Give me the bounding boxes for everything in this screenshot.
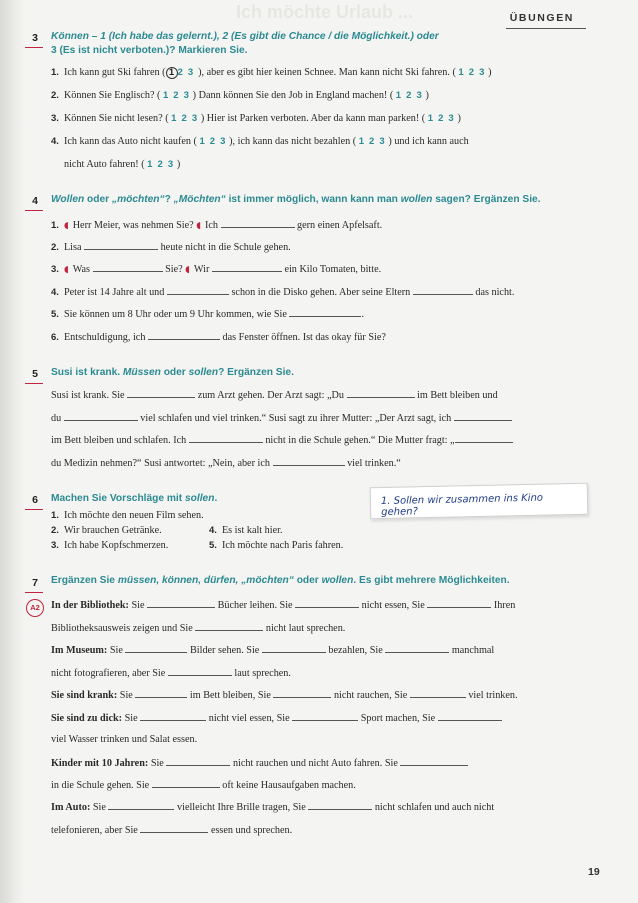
section-label: ÜBUNGEN [509,12,574,24]
exercise-6-item-4: 4. Es ist kalt hier. [209,525,283,536]
exercise-7-bibliothek-line-2: Bibliotheksausweis zeigen und Sie nicht laut sprechen. [51,623,346,634]
exercise-7-museum-line-2: nicht fotografieren, aber Sie laut sprechen. [51,668,291,679]
exercise-number-6: 6 [24,494,46,506]
speaker-icon: ◖ [63,265,69,275]
exercise-3-line-3: 3. Können Sie nicht lesen? ( 1 2 3 ) Hier ist Parken verboten. Aber da kann man parken! ( 1 2 3 ) [51,113,461,124]
exercise-4-instruction: Wollen oder „möchten“? „Möchten“ ist immer möglich, wann kann man wollen sagen? Ergänzen Sie. [51,194,541,205]
exercise-5-line-4: du Medizin nehmen?“ Susi antwortet: „Nein, aber ich viel trinken.“ [51,458,401,469]
exercise-4-line-3: 3. ◖ Was Sie? ◖ Wir ein Kilo Tomaten, bitte. [51,264,382,275]
exercise-3-line-2: 2. Können Sie Englisch? ( 1 2 3 ) Dann können Sie den Job in England machen! ( 1 2 3 ) [51,90,429,101]
answer-blank[interactable] [147,598,215,608]
answer-blank[interactable] [140,823,208,833]
exercise-6-item-2: 2. Wir brauchen Getränke. [51,525,162,536]
level-badge: A2 [26,599,44,617]
answer-blank[interactable] [455,433,513,443]
answer-blank[interactable] [273,688,331,698]
answer-blank[interactable] [127,388,195,398]
answer-blank[interactable] [410,688,466,698]
exercise-7-kinder-line-1: Kinder mit 10 Jahren: Sie nicht rauchen und nicht Auto fahren. Sie [51,756,468,771]
exercise-4-line-4: 4. Peter ist 14 Jahre alt und schon in die Disko gehen. Aber seine Eltern das nicht. [51,287,515,298]
answer-blank[interactable] [438,711,502,721]
answer-blank[interactable] [135,688,187,698]
exercise-5-line-3: im Bett bleiben und schlafen. Ich nicht in die Schule gehen.“ Die Mutter fragt: „ [51,433,513,448]
exercise-3-line-4: 4. Ich kann das Auto nicht kaufen ( 1 2 3 ), ich kann das nicht bezahlen ( 1 2 3 ) und ich kann auch [51,136,469,147]
exercise-number-7: 7 [24,577,46,589]
exercise-5-line-1: Susi ist krank. Sie zum Arzt gehen. Der Arzt sagt: „Du im Bett bleiben und [51,390,498,401]
answer-blank[interactable] [125,643,187,653]
section-label-rule [506,28,586,29]
exercise-7-dick-line-1: Sie sind zu dick: Sie nicht viel essen, Sie Sport machen, Sie [51,711,502,726]
speaker-icon: ◖ [196,221,201,231]
answer-blank[interactable] [292,711,358,721]
exercise-7-bibliothek-line-1: In der Bibliothek: Sie Bücher leihen. Sie nicht essen, Sie Ihren [51,600,516,611]
exercise-7-krank-line: Sie sind krank: Sie im Bett bleiben, Sie nicht rauchen, Sie viel trinken. [51,690,518,701]
exercise-4-line-6: 6. Entschuldigung, ich das Fenster öffnen. Ist das okay für Sie? [51,332,386,343]
answer-blank[interactable] [289,307,361,317]
answer-blank[interactable] [308,800,372,810]
exercise-7-museum-line-1: Im Museum: Sie Bilder sehen. Sie bezahlen, Sie manchmal [51,645,495,656]
answer-blank[interactable] [148,330,220,340]
speaker-icon: ◖ [185,265,190,275]
exercise-6-item-5: 5. Ich möchte nach Paris fahren. [209,540,344,551]
answer-blank[interactable] [212,262,282,272]
exercise-6-item-3: 3. Ich habe Kopfschmerzen. [51,540,169,551]
answer-blank[interactable] [64,411,138,421]
answer-blank[interactable] [189,433,263,443]
exercise-6-item-1: 1. Ich möchte den neuen Film sehen. [51,510,204,521]
speaker-icon: ◖ [63,221,69,231]
exercise-7-instruction: Ergänzen Sie müssen, können, dürfen, „möchten“ oder wollen. Es gibt mehrere Möglichkeiten. [51,575,510,586]
ghost-bleedthrough-text: Ich möchte Urlaub ... [236,2,414,22]
answer-blank[interactable] [427,598,491,608]
answer-blank[interactable] [167,285,229,295]
exercise-7-dick-line-2: viel Wasser trinken und Salat essen. [51,734,198,745]
exercise-number-5: 5 [24,368,46,380]
page-gutter-shadow [0,0,26,903]
exercise-4-line-2: 2. Lisa heute nicht in die Schule gehen. [51,242,291,253]
exercise-3-instruction: Können – 1 (Ich habe das gelernt.), 2 (Es gibt die Chance / die Möglichkeit.) oder 3 (Es ist nicht verboten.)? Markieren Sie. [51,31,439,56]
answer-blank[interactable] [454,411,512,421]
handwritten-example-note: 1. Sollen wir zusammen ins Kino gehen? [370,483,589,520]
answer-blank[interactable] [108,800,174,810]
answer-blank[interactable] [385,643,449,653]
answer-blank[interactable] [152,778,220,788]
answer-blank[interactable] [347,388,415,398]
answer-blank[interactable] [221,218,295,228]
answer-blank[interactable] [400,756,468,766]
answer-blank[interactable] [295,598,359,608]
exercise-5-line-2: du viel schlafen und viel trinken.“ Susi sagt zu ihrer Mutter: „Der Arzt sagt, ich [51,411,512,426]
answer-blank[interactable] [273,456,345,466]
exercise-6-instruction: Machen Sie Vorschläge mit sollen. [51,493,218,504]
exercise-number-4: 4 [24,195,46,207]
exercise-4-line-1: 1. ◖ Herr Meier, was nehmen Sie? ◖ Ich gern einen Apfelsaft. [51,220,383,231]
exercise-7-kinder-line-2: in die Schule gehen. Sie oft keine Hausaufgaben machen. [51,780,356,791]
answer-blank[interactable] [262,643,326,653]
answer-blank[interactable] [93,262,163,272]
answer-blank[interactable] [166,756,230,766]
page-number: 19 [588,866,600,878]
exercise-number-3: 3 [24,32,46,44]
answer-blank[interactable] [140,711,206,721]
exercise-4-line-5: 5. Sie können um 8 Uhr oder um 9 Uhr kommen, wie Sie . [51,309,364,320]
exercise-3-line-1: 1. Ich kann gut Ski fahren ( 1 2 3 ), aber es gibt hier keinen Schnee. Man kann nicht Ski fahren. ( 1 2 3 ) [51,67,492,78]
answer-blank[interactable] [413,285,473,295]
exercise-7-auto-line-1: Im Auto: Sie vielleicht Ihre Brille tragen, Sie nicht schlafen und auch nicht [51,802,495,813]
exercise-5-instruction: Susi ist krank. Müssen oder sollen? Ergänzen Sie. [51,367,294,378]
answer-blank[interactable] [84,240,158,250]
answer-blank[interactable] [195,621,263,631]
exercise-7-auto-line-2: telefonieren, aber Sie essen und sprechen. [51,825,293,836]
circled-answer: 1 [166,67,178,79]
answer-blank[interactable] [168,666,232,676]
exercise-3-line-5: nicht Auto fahren! ( 1 2 3 ) [64,159,181,170]
